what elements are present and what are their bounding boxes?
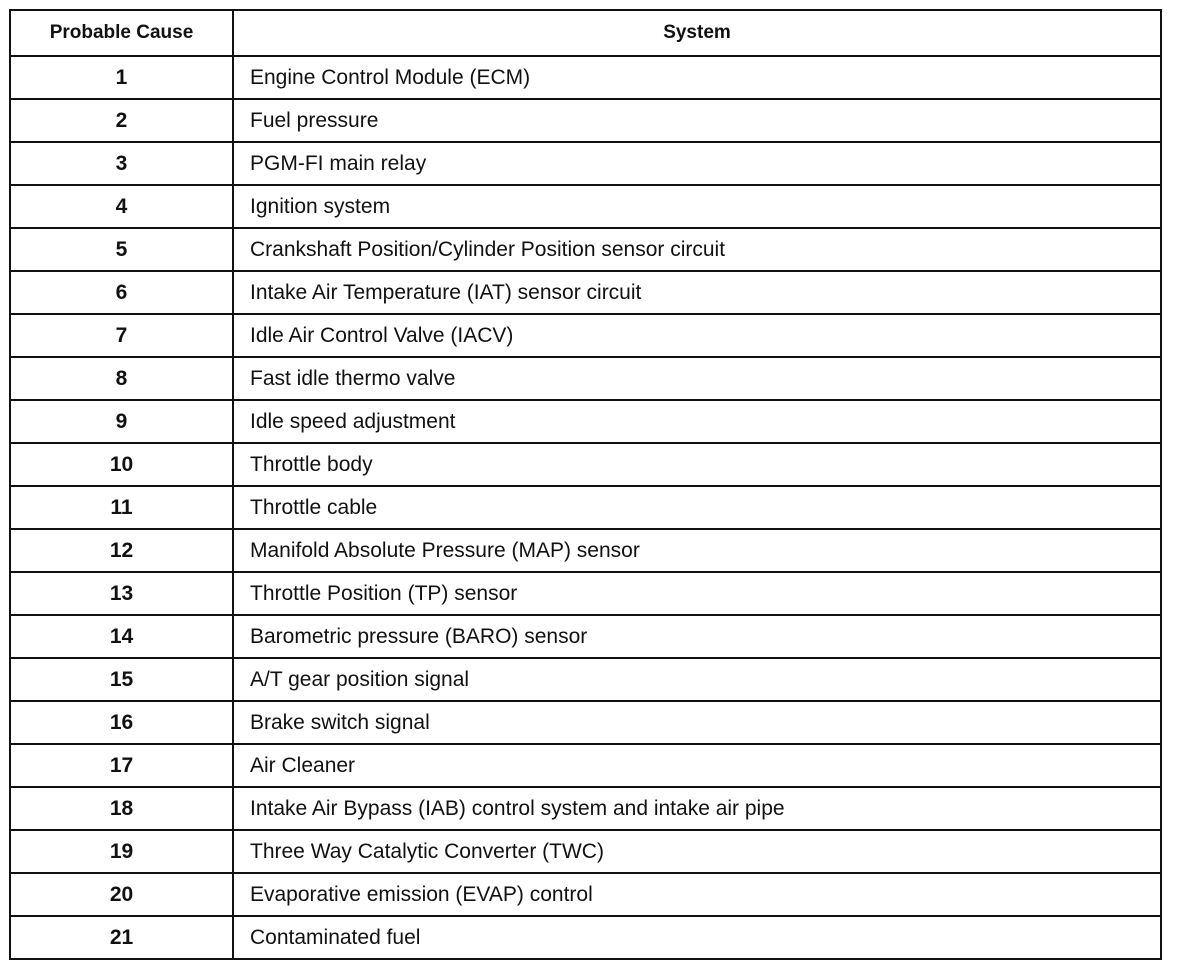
table-row: [10, 486, 1161, 529]
table-row: [10, 357, 1161, 400]
header-row: [10, 10, 1161, 56]
probable-cause-number: 18: [10, 787, 233, 830]
system-name: Air Cleaner: [233, 744, 1161, 787]
table-row: [10, 744, 1161, 787]
probable-cause-number: 12: [10, 529, 233, 572]
table-row: [10, 443, 1161, 486]
system-name: PGM-FI main relay: [233, 142, 1161, 185]
probable-cause-number: 4: [10, 185, 233, 228]
system-name: Manifold Absolute Pressure (MAP) sensor: [233, 529, 1161, 572]
table-row: [10, 916, 1161, 959]
table-body: [10, 56, 1161, 959]
system-name: Contaminated fuel: [233, 916, 1161, 959]
table-row: [10, 228, 1161, 271]
probable-cause-number: 5: [10, 228, 233, 271]
probable-cause-number: 3: [10, 142, 233, 185]
probable-cause-number: 16: [10, 701, 233, 744]
probable-cause-number: 1: [10, 56, 233, 99]
table-row: [10, 271, 1161, 314]
system-name: Intake Air Bypass (IAB) control system and intake air pipe: [233, 787, 1161, 830]
system-name: Idle Air Control Valve (IACV): [233, 314, 1161, 357]
probable-cause-number: 15: [10, 658, 233, 701]
system-name: Barometric pressure (BARO) sensor: [233, 615, 1161, 658]
probable-cause-number: 20: [10, 873, 233, 916]
probable-cause-number: 10: [10, 443, 233, 486]
table-row: [10, 787, 1161, 830]
system-name: Throttle Position (TP) sensor: [233, 572, 1161, 615]
table-row: [10, 185, 1161, 228]
table-header: [10, 10, 1161, 56]
system-name: Ignition system: [233, 185, 1161, 228]
probable-cause-number: 9: [10, 400, 233, 443]
table-row: [10, 572, 1161, 615]
column-header-probable-cause: Probable Cause: [10, 10, 233, 56]
table-row: [10, 658, 1161, 701]
table-row: [10, 529, 1161, 572]
probable-cause-number: 8: [10, 357, 233, 400]
system-name: Idle speed adjustment: [233, 400, 1161, 443]
table-row: [10, 615, 1161, 658]
probable-cause-number: 11: [10, 486, 233, 529]
probable-cause-number: 2: [10, 99, 233, 142]
system-name: Fuel pressure: [233, 99, 1161, 142]
table-row: [10, 56, 1161, 99]
probable-cause-number: 17: [10, 744, 233, 787]
system-name: Evaporative emission (EVAP) control: [233, 873, 1161, 916]
table-row: [10, 400, 1161, 443]
system-name: Engine Control Module (ECM): [233, 56, 1161, 99]
probable-cause-table-container: [9, 9, 1162, 960]
system-name: Crankshaft Position/Cylinder Position sensor circuit: [233, 228, 1161, 271]
probable-cause-number: 21: [10, 916, 233, 959]
table-row: [10, 830, 1161, 873]
system-name: Fast idle thermo valve: [233, 357, 1161, 400]
probable-cause-number: 7: [10, 314, 233, 357]
table-row: [10, 142, 1161, 185]
system-name: Three Way Catalytic Converter (TWC): [233, 830, 1161, 873]
column-header-system: System: [233, 10, 1161, 56]
system-name: Brake switch signal: [233, 701, 1161, 744]
system-name: Throttle body: [233, 443, 1161, 486]
probable-cause-number: 6: [10, 271, 233, 314]
table-row: [10, 873, 1161, 916]
system-name: Intake Air Temperature (IAT) sensor circuit: [233, 271, 1161, 314]
probable-cause-number: 14: [10, 615, 233, 658]
system-name: A/T gear position signal: [233, 658, 1161, 701]
probable-cause-table: [9, 9, 1162, 960]
probable-cause-number: 13: [10, 572, 233, 615]
table-row: [10, 99, 1161, 142]
probable-cause-number: 19: [10, 830, 233, 873]
table-row: [10, 314, 1161, 357]
system-name: Throttle cable: [233, 486, 1161, 529]
table-row: [10, 701, 1161, 744]
